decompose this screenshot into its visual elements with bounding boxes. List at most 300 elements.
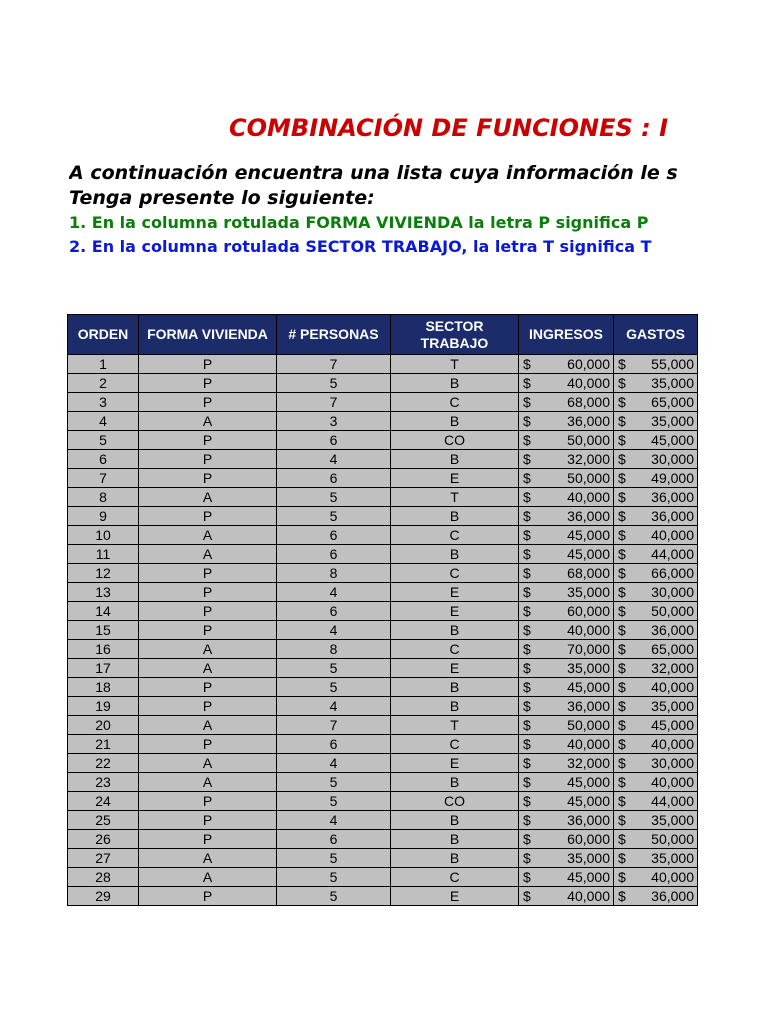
cell-forma-vivienda: A: [139, 868, 277, 887]
amount-value: 70,000: [567, 641, 610, 657]
cell-ingresos: [519, 659, 614, 678]
currency-symbol: $: [618, 774, 626, 790]
cell-sector-trabajo: B: [391, 450, 519, 469]
currency-symbol: $: [618, 565, 626, 581]
cell-personas: 6: [277, 735, 391, 754]
note-sector-trabajo: 2. En la columna rotulada SECTOR TRABAJO, la letra T significa T: [69, 237, 652, 256]
currency-symbol: $: [523, 736, 531, 752]
cell-gastos: [614, 545, 698, 564]
amount-value: 45,000: [567, 679, 610, 695]
currency-symbol: $: [618, 888, 626, 904]
cell-gastos: [614, 887, 698, 906]
cell-personas: 8: [277, 564, 391, 583]
amount-value: 65,000: [651, 641, 694, 657]
cell-orden: 11: [68, 545, 139, 564]
table-row: [68, 735, 698, 754]
amount-value: 45,000: [567, 869, 610, 885]
cell-personas: 6: [277, 602, 391, 621]
currency-symbol: $: [618, 508, 626, 524]
currency-symbol: $: [618, 584, 626, 600]
currency-symbol: $: [618, 736, 626, 752]
amount-value: 68,000: [567, 565, 610, 581]
cell-gastos: [614, 412, 698, 431]
cell-personas: 5: [277, 374, 391, 393]
table-row: [68, 602, 698, 621]
table-row: [68, 678, 698, 697]
table-row: [68, 488, 698, 507]
amount-value: 32,000: [651, 660, 694, 676]
cell-ingresos: [519, 412, 614, 431]
currency-symbol: $: [523, 660, 531, 676]
currency-symbol: $: [618, 394, 626, 410]
cell-gastos: [614, 374, 698, 393]
cell-forma-vivienda: P: [139, 678, 277, 697]
data-table: [67, 314, 698, 906]
cell-sector-trabajo: E: [391, 583, 519, 602]
cell-orden: 26: [68, 830, 139, 849]
table-row: [68, 355, 698, 374]
table-body: [68, 355, 698, 906]
currency-symbol: $: [618, 698, 626, 714]
cell-orden: 1: [68, 355, 139, 374]
cell-gastos: [614, 393, 698, 412]
cell-forma-vivienda: A: [139, 659, 277, 678]
table-row: [68, 583, 698, 602]
cell-gastos: [614, 678, 698, 697]
amount-value: 35,000: [567, 660, 610, 676]
cell-gastos: [614, 792, 698, 811]
cell-ingresos: [519, 811, 614, 830]
cell-sector-trabajo: B: [391, 773, 519, 792]
amount-value: 40,000: [567, 622, 610, 638]
cell-personas: 4: [277, 583, 391, 602]
header-ingresos: INGRESOS: [519, 315, 614, 355]
cell-orden: 6: [68, 450, 139, 469]
table-row: [68, 830, 698, 849]
cell-ingresos: [519, 450, 614, 469]
currency-symbol: $: [523, 394, 531, 410]
cell-ingresos: [519, 697, 614, 716]
cell-forma-vivienda: P: [139, 355, 277, 374]
intro-line-1: A continuación encuentra una lista cuya información le s: [69, 162, 678, 184]
cell-gastos: [614, 697, 698, 716]
amount-value: 35,000: [651, 375, 694, 391]
cell-ingresos: [519, 792, 614, 811]
cell-ingresos: [519, 545, 614, 564]
currency-symbol: $: [523, 850, 531, 866]
currency-symbol: $: [523, 603, 531, 619]
table-row: [68, 450, 698, 469]
cell-forma-vivienda: P: [139, 507, 277, 526]
cell-gastos: [614, 526, 698, 545]
cell-gastos: [614, 735, 698, 754]
amount-value: 45,000: [567, 793, 610, 809]
cell-personas: 6: [277, 431, 391, 450]
cell-sector-trabajo: C: [391, 526, 519, 545]
currency-symbol: $: [523, 356, 531, 372]
currency-symbol: $: [618, 451, 626, 467]
amount-value: 60,000: [567, 603, 610, 619]
cell-ingresos: [519, 488, 614, 507]
cell-forma-vivienda: P: [139, 811, 277, 830]
cell-sector-trabajo: B: [391, 830, 519, 849]
cell-personas: 4: [277, 754, 391, 773]
intro-line-2: Tenga presente lo siguiente:: [69, 187, 375, 209]
cell-sector-trabajo: C: [391, 640, 519, 659]
cell-sector-trabajo: E: [391, 887, 519, 906]
cell-personas: 8: [277, 640, 391, 659]
cell-forma-vivienda: P: [139, 564, 277, 583]
header-sector-trabajo: SECTOR TRABAJO: [391, 315, 519, 355]
header-personas: # PERSONAS: [277, 315, 391, 355]
header-orden: ORDEN: [68, 315, 139, 355]
cell-orden: 24: [68, 792, 139, 811]
table-header-row: [68, 315, 698, 355]
amount-value: 65,000: [651, 394, 694, 410]
amount-value: 32,000: [567, 755, 610, 771]
cell-forma-vivienda: P: [139, 697, 277, 716]
currency-symbol: $: [618, 489, 626, 505]
cell-ingresos: [519, 507, 614, 526]
cell-gastos: [614, 602, 698, 621]
cell-orden: 13: [68, 583, 139, 602]
currency-symbol: $: [523, 451, 531, 467]
cell-personas: 4: [277, 450, 391, 469]
cell-gastos: [614, 830, 698, 849]
cell-orden: 22: [68, 754, 139, 773]
cell-ingresos: [519, 678, 614, 697]
amount-value: 36,000: [651, 508, 694, 524]
table-row: [68, 811, 698, 830]
cell-personas: 7: [277, 393, 391, 412]
cell-sector-trabajo: CO: [391, 431, 519, 450]
table-row: [68, 393, 698, 412]
table-row: [68, 887, 698, 906]
table-row: [68, 564, 698, 583]
cell-orden: 19: [68, 697, 139, 716]
cell-forma-vivienda: P: [139, 735, 277, 754]
cell-forma-vivienda: A: [139, 640, 277, 659]
cell-personas: 4: [277, 811, 391, 830]
currency-symbol: $: [523, 546, 531, 562]
currency-symbol: $: [523, 565, 531, 581]
cell-ingresos: [519, 754, 614, 773]
currency-symbol: $: [618, 432, 626, 448]
amount-value: 49,000: [651, 470, 694, 486]
amount-value: 40,000: [567, 489, 610, 505]
cell-ingresos: [519, 602, 614, 621]
cell-forma-vivienda: P: [139, 602, 277, 621]
cell-ingresos: [519, 469, 614, 488]
cell-gastos: [614, 450, 698, 469]
cell-gastos: [614, 659, 698, 678]
cell-forma-vivienda: A: [139, 526, 277, 545]
amount-value: 35,000: [567, 584, 610, 600]
cell-sector-trabajo: T: [391, 488, 519, 507]
table-row: [68, 412, 698, 431]
cell-personas: 4: [277, 697, 391, 716]
currency-symbol: $: [618, 413, 626, 429]
currency-symbol: $: [523, 489, 531, 505]
amount-value: 44,000: [651, 546, 694, 562]
cell-orden: 9: [68, 507, 139, 526]
cell-ingresos: [519, 355, 614, 374]
cell-personas: 6: [277, 830, 391, 849]
cell-forma-vivienda: P: [139, 393, 277, 412]
cell-sector-trabajo: E: [391, 469, 519, 488]
cell-gastos: [614, 507, 698, 526]
cell-forma-vivienda: P: [139, 887, 277, 906]
cell-forma-vivienda: A: [139, 545, 277, 564]
currency-symbol: $: [618, 850, 626, 866]
cell-forma-vivienda: P: [139, 830, 277, 849]
amount-value: 50,000: [567, 432, 610, 448]
currency-symbol: $: [618, 831, 626, 847]
cell-personas: 5: [277, 678, 391, 697]
amount-value: 66,000: [651, 565, 694, 581]
cell-sector-trabajo: B: [391, 678, 519, 697]
table-row: [68, 792, 698, 811]
amount-value: 55,000: [651, 356, 694, 372]
amount-value: 36,000: [567, 508, 610, 524]
currency-symbol: $: [523, 793, 531, 809]
table-row: [68, 469, 698, 488]
cell-personas: 7: [277, 355, 391, 374]
cell-gastos: [614, 640, 698, 659]
header-gastos: GASTOS: [614, 315, 698, 355]
cell-sector-trabajo: B: [391, 545, 519, 564]
cell-sector-trabajo: C: [391, 393, 519, 412]
cell-ingresos: [519, 393, 614, 412]
cell-gastos: [614, 773, 698, 792]
cell-orden: 2: [68, 374, 139, 393]
amount-value: 50,000: [651, 603, 694, 619]
table-row: [68, 374, 698, 393]
currency-symbol: $: [618, 622, 626, 638]
cell-personas: 5: [277, 792, 391, 811]
currency-symbol: $: [523, 432, 531, 448]
cell-orden: 17: [68, 659, 139, 678]
table-row: [68, 697, 698, 716]
amount-value: 40,000: [567, 736, 610, 752]
currency-symbol: $: [618, 869, 626, 885]
cell-orden: 20: [68, 716, 139, 735]
cell-orden: 27: [68, 849, 139, 868]
currency-symbol: $: [523, 375, 531, 391]
amount-value: 40,000: [651, 774, 694, 790]
cell-ingresos: [519, 640, 614, 659]
amount-value: 30,000: [651, 451, 694, 467]
cell-gastos: [614, 583, 698, 602]
cell-ingresos: [519, 868, 614, 887]
page-title: COMBINACIÓN DE FUNCIONES : I: [229, 114, 669, 142]
cell-gastos: [614, 754, 698, 773]
cell-sector-trabajo: B: [391, 374, 519, 393]
cell-sector-trabajo: T: [391, 716, 519, 735]
cell-forma-vivienda: P: [139, 583, 277, 602]
cell-orden: 21: [68, 735, 139, 754]
currency-symbol: $: [523, 831, 531, 847]
currency-symbol: $: [618, 356, 626, 372]
cell-orden: 3: [68, 393, 139, 412]
cell-ingresos: [519, 849, 614, 868]
currency-symbol: $: [523, 413, 531, 429]
cell-personas: 6: [277, 526, 391, 545]
amount-value: 68,000: [567, 394, 610, 410]
currency-symbol: $: [618, 812, 626, 828]
cell-forma-vivienda: A: [139, 488, 277, 507]
table-row: [68, 526, 698, 545]
currency-symbol: $: [523, 641, 531, 657]
amount-value: 40,000: [567, 888, 610, 904]
cell-ingresos: [519, 830, 614, 849]
currency-symbol: $: [523, 470, 531, 486]
currency-symbol: $: [618, 527, 626, 543]
amount-value: 40,000: [567, 375, 610, 391]
amount-value: 35,000: [651, 850, 694, 866]
amount-value: 45,000: [567, 774, 610, 790]
cell-personas: 5: [277, 488, 391, 507]
cell-personas: 5: [277, 849, 391, 868]
cell-gastos: [614, 716, 698, 735]
amount-value: 30,000: [651, 755, 694, 771]
cell-orden: 8: [68, 488, 139, 507]
cell-gastos: [614, 868, 698, 887]
table-row: [68, 621, 698, 640]
amount-value: 45,000: [651, 432, 694, 448]
currency-symbol: $: [523, 527, 531, 543]
cell-orden: 29: [68, 887, 139, 906]
cell-forma-vivienda: P: [139, 431, 277, 450]
cell-sector-trabajo: E: [391, 602, 519, 621]
cell-gastos: [614, 621, 698, 640]
cell-forma-vivienda: A: [139, 716, 277, 735]
currency-symbol: $: [523, 812, 531, 828]
currency-symbol: $: [618, 375, 626, 391]
currency-symbol: $: [523, 698, 531, 714]
cell-orden: 5: [68, 431, 139, 450]
currency-symbol: $: [523, 622, 531, 638]
amount-value: 60,000: [567, 831, 610, 847]
amount-value: 50,000: [651, 831, 694, 847]
currency-symbol: $: [618, 793, 626, 809]
amount-value: 50,000: [567, 470, 610, 486]
cell-gastos: [614, 469, 698, 488]
cell-forma-vivienda: P: [139, 450, 277, 469]
cell-ingresos: [519, 735, 614, 754]
currency-symbol: $: [523, 679, 531, 695]
cell-ingresos: [519, 887, 614, 906]
amount-value: 35,000: [651, 698, 694, 714]
cell-forma-vivienda: P: [139, 374, 277, 393]
cell-orden: 25: [68, 811, 139, 830]
amount-value: 40,000: [651, 736, 694, 752]
cell-forma-vivienda: P: [139, 621, 277, 640]
table-row: [68, 659, 698, 678]
note-forma-vivienda: 1. En la columna rotulada FORMA VIVIENDA la letra P significa P: [69, 213, 649, 232]
currency-symbol: $: [523, 774, 531, 790]
amount-value: 36,000: [651, 489, 694, 505]
amount-value: 50,000: [567, 717, 610, 733]
amount-value: 30,000: [651, 584, 694, 600]
currency-symbol: $: [523, 755, 531, 771]
currency-symbol: $: [618, 755, 626, 771]
amount-value: 60,000: [567, 356, 610, 372]
table-row: [68, 716, 698, 735]
cell-forma-vivienda: A: [139, 754, 277, 773]
cell-personas: 7: [277, 716, 391, 735]
cell-ingresos: [519, 621, 614, 640]
cell-gastos: [614, 431, 698, 450]
table-row: [68, 431, 698, 450]
cell-ingresos: [519, 716, 614, 735]
amount-value: 44,000: [651, 793, 694, 809]
amount-value: 35,000: [651, 812, 694, 828]
cell-personas: 5: [277, 868, 391, 887]
amount-value: 45,000: [651, 717, 694, 733]
cell-orden: 16: [68, 640, 139, 659]
cell-sector-trabajo: CO: [391, 792, 519, 811]
cell-gastos: [614, 355, 698, 374]
cell-orden: 18: [68, 678, 139, 697]
cell-personas: 5: [277, 773, 391, 792]
cell-sector-trabajo: T: [391, 355, 519, 374]
cell-personas: 6: [277, 469, 391, 488]
cell-sector-trabajo: E: [391, 659, 519, 678]
amount-value: 36,000: [651, 622, 694, 638]
amount-value: 36,000: [567, 698, 610, 714]
currency-symbol: $: [618, 717, 626, 733]
amount-value: 45,000: [567, 546, 610, 562]
cell-gastos: [614, 849, 698, 868]
currency-symbol: $: [618, 470, 626, 486]
amount-value: 36,000: [567, 413, 610, 429]
cell-forma-vivienda: A: [139, 849, 277, 868]
cell-sector-trabajo: B: [391, 811, 519, 830]
cell-orden: 7: [68, 469, 139, 488]
amount-value: 40,000: [651, 869, 694, 885]
amount-value: 36,000: [651, 888, 694, 904]
currency-symbol: $: [523, 508, 531, 524]
cell-ingresos: [519, 431, 614, 450]
amount-value: 45,000: [567, 527, 610, 543]
amount-value: 35,000: [651, 413, 694, 429]
cell-gastos: [614, 564, 698, 583]
cell-personas: 4: [277, 621, 391, 640]
cell-sector-trabajo: C: [391, 735, 519, 754]
cell-personas: 5: [277, 887, 391, 906]
cell-personas: 5: [277, 507, 391, 526]
cell-orden: 23: [68, 773, 139, 792]
cell-orden: 12: [68, 564, 139, 583]
cell-sector-trabajo: E: [391, 754, 519, 773]
currency-symbol: $: [523, 717, 531, 733]
cell-orden: 10: [68, 526, 139, 545]
table-row: [68, 773, 698, 792]
cell-sector-trabajo: C: [391, 564, 519, 583]
table-row: [68, 754, 698, 773]
cell-orden: 15: [68, 621, 139, 640]
amount-value: 36,000: [567, 812, 610, 828]
currency-symbol: $: [523, 584, 531, 600]
cell-orden: 28: [68, 868, 139, 887]
cell-forma-vivienda: A: [139, 412, 277, 431]
cell-forma-vivienda: A: [139, 773, 277, 792]
cell-ingresos: [519, 374, 614, 393]
cell-ingresos: [519, 583, 614, 602]
currency-symbol: $: [618, 679, 626, 695]
cell-sector-trabajo: B: [391, 507, 519, 526]
